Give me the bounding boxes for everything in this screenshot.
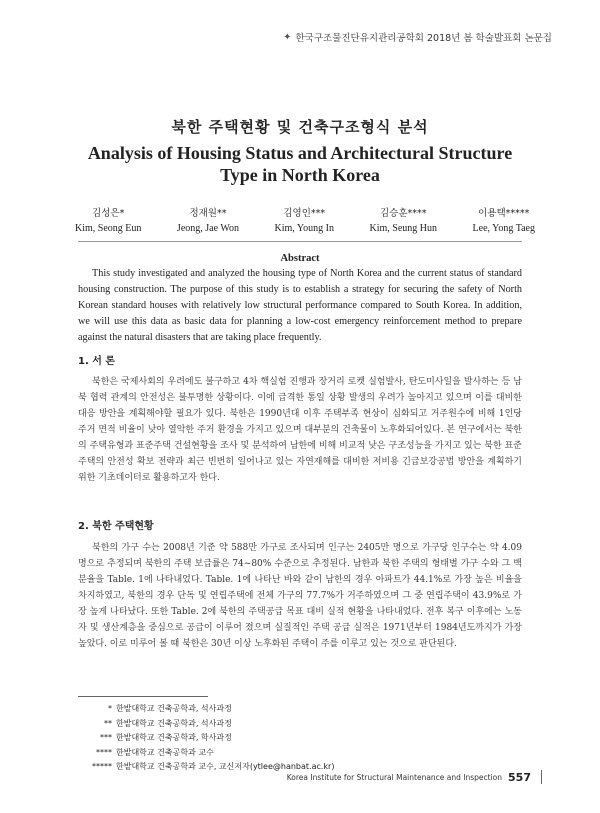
footnote-divider (78, 696, 208, 697)
author-name-en: Jeong, Jae Won (176, 223, 239, 234)
footnote-text: 한밭대학교 건축공학과 교수 (116, 747, 214, 757)
journal-logo-icon: ✦ (283, 31, 292, 43)
author-name-en: Kim, Seung Hun (369, 223, 438, 234)
abstract-heading: Abstract (280, 253, 320, 264)
footnote-list (78, 702, 334, 775)
footnote (78, 717, 334, 732)
title-english-line2: Type in North Korea (220, 165, 380, 185)
author (275, 205, 334, 234)
footnote-text: 한밭대학교 건축공학과, 석사과정 (116, 718, 232, 728)
title-english (0, 142, 600, 186)
conference-name: 한국구조물진단유지관리공학회 2018년 봄 학술발표회 논문집 (295, 33, 552, 44)
footnote (78, 731, 334, 746)
author (75, 205, 141, 234)
section-heading-housing-status: 2. 북한 주택현황 (78, 521, 154, 532)
footnote-mark: ***** (92, 762, 112, 771)
footnote-text: 한밭대학교 건축공학과, 학사과정 (116, 733, 232, 742)
footer-bar (541, 770, 542, 784)
footnote (78, 746, 334, 761)
footnote-text: 한밭대학교 건축공학과, 석사과정 (116, 704, 232, 713)
footnote-text: 한밭대학교 건축공학과 교수, 교신저자(ytlee@hanbat.ac.kr) (116, 762, 335, 771)
author-list (75, 205, 535, 234)
page-footer (287, 770, 542, 784)
author-name-en: Kim, Seong Eun (75, 223, 142, 234)
author-name-en: Kim, Young In (274, 223, 334, 234)
abstract-text: This study investigated and analyzed the housing type of North Korea and the current status of standard housing construction. The purpose of this study is to establish a strategy for securing the safety of North Korean standard houses with relatively low structural performance compared to South Korea. In addition, we will use this data as basic data for planning a low-cost emergency reinforcement method to prepare against the natural disasters that are taking place frequently. (78, 268, 522, 343)
footnote-mark: **** (96, 747, 112, 757)
author-name-ko: 김영인*** (283, 208, 326, 219)
author-name-ko: 김성은* (92, 208, 125, 219)
title-english-line1: Analysis of Housing Status and Architectural Structure (87, 143, 513, 163)
section-heading-introduction: 1. 서 론 (78, 356, 116, 367)
footer-institute: Korea Institute for Structural Maintenance and Inspection (286, 772, 503, 782)
footnote-mark: * (108, 704, 112, 713)
author-name-en: Lee, Yong Taeg (472, 223, 535, 234)
title-korean: 북한 주택현황 및 건축구조형식 분석 (171, 118, 429, 136)
author (473, 205, 535, 234)
footnote-mark: *** (100, 733, 112, 742)
author-name-ko: 정재원** (189, 208, 227, 219)
page-number: 557 (508, 770, 531, 784)
footnote (78, 702, 334, 717)
author-name-ko: 김승훈**** (380, 208, 427, 219)
author (177, 205, 239, 234)
author-divider (78, 241, 522, 242)
section-body-housing-status: 북한의 가구 수는 2008년 기준 약 588만 가구로 조사되며 인구는 2405만 명으로 가구당 인구수는 약 4.09명으로 추정되며 북한의 주택 보급률은 74~80% 수준으로 추정된다. 남한과 북한 주택의 형태별 가구 수와 그 백분율을 Table. 1에 나타내었다. Table. 1에 나타난 바와 같이 남한의 경우 아파트가 44.1%로 가장 높은 비율을 차지하였고, 북한의 경우 단독 및 연립주택에 전체 가구의 77.7%가 거주하였으며 그 중 연립주택이 43.9%로 가장 높게 나타났다. 또한 Table. 2에 북한의 주택공급 목표 대비 실적 현황을 나타내었다. 전후 복구 이후에는 노동자 및 생산계층을 중심으로 공급이 이루어 졌으며 실질적인 주택 공급 실적은 1971년부터 1984년도까지가 가장 높았다. 이로 미루어 볼 때 북한은 30년 이상 노후화된 주택이 주를 이루고 있는 것으로 판단된다. (78, 543, 522, 649)
author-name-ko: 이용택***** (478, 208, 530, 219)
running-header (283, 30, 552, 44)
section-body-introduction: 북한은 국제사회의 우려에도 불구하고 4차 핵실험 진행과 장거리 로켓 실험발사, 탄도미사일을 발사하는 등 남북 협력 관계의 안전성은 불투명한 상황이다. 이에 급격한 통일 상황 발생의 우려가 높아지고 있으며 이를 대비한 대응 방안을 계획해야할 필요가 있다. 북한은 1990년대 이후 주택부족 현상이 심화되고 거주원수에 비해 1인당 주거 면적 비율이 낮아 열악한 주거 환경을 가지고 있으며 대부분의 건축물이 노후화되어있다. 본 연구에서는 북한의 주택유형과 표준주택 건설현황을 조사 및 분석하여 남한에 비해 비교적 낮은 구조성능을 가지고 있는 북한 표준주택의 안전성 확보 전략과 최근 빈번히 일어나고 있는 자연재해를 대비한 저비용 긴급보강공법 방안을 계획하기 위한 기초데이터로 활용하고자 한다. (78, 377, 522, 483)
footnote-mark: ** (104, 718, 112, 728)
author (370, 205, 438, 234)
